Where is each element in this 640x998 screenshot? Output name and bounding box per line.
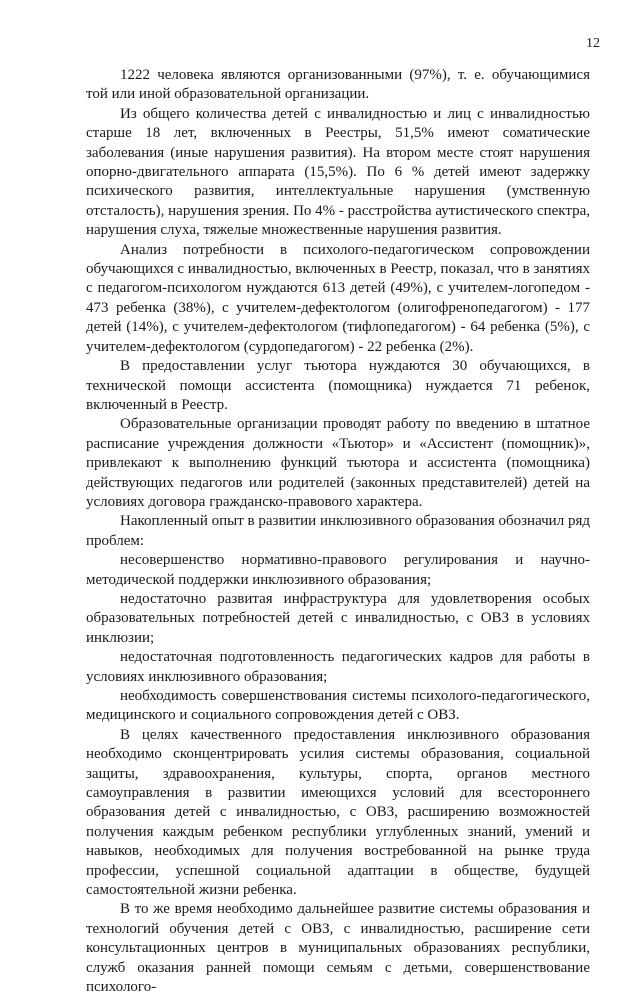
paragraph-tutor-services: В предоставлении услуг тьютора нуждаются 30 обучающихся, в технической помощи ассистента (помощника) нуждается 71 ребенок, включенный в Реестр. — [86, 358, 590, 413]
paragraph-staffing: Образовательные организации проводят работу по введению в штатное расписание учреждения должности «Тьютор» и «Ассистент (помощник)», привлекают к выполнению функций тьютора и ассистента (помощника) действующих педагогов или родителей (законных представителей) детей на условиях договора гражданско-правового характера. — [86, 416, 590, 510]
problem-item-staff-training: недостаточная подготовленность педагогических кадров для работы в условиях инклюзивного образования; — [86, 649, 590, 685]
paragraph-problems-intro: Накопленный опыт в развитии инклюзивного образования обозначил ряд проблем: — [86, 513, 590, 549]
problem-item-support-system: необходимость совершенствования системы психолого-педагогического, медицинского и социального сопровождения детей с ОВЗ. — [86, 688, 590, 724]
paragraph-further-development: В то же время необходимо дальнейшее развитие системы образования и технологий обучения детей с ОВЗ, с инвалидностью, расширение сети консультационных центров в муниципальных образованиях республики, служб оказания ранней помощи семьям с детьми, совершенствование психолого- — [86, 901, 590, 996]
paragraph-goals: В целях качественного предоставления инклюзивного образования необходимо сконцентрировать усилия системы образования, социальной защиты, здравоохранения, культуры, спорта, органов местного самоуправления в развитии имеющихся условий для всестороннего образования детей с инвалидностью, с ОВЗ, расширению возможностей получения каждым ребенком республики углубленных знаний, умений и навыков, необходимых для получения востребованной на рынке труда профессии, успешной социальной адаптации в обществе, будущей самостоятельной жизни ребенка. — [86, 726, 590, 899]
paragraph-disability-statistics: Из общего количества детей с инвалидностью и лиц с инвалидностью старше 18 лет, включенных в Реестры, 51,5% имеют соматические заболевания (иные нарушения развития). На втором месте стоят нарушения опорно-двигательного аппарата (15,5%). По 6 % детей имеют задержку психического развития, интеллектуальные нарушения (умственную отсталость), нарушения зрения. По 4% - расстройства аутистического спектра, нарушения слуха, тяжелые множественные нарушения развития. — [86, 105, 590, 239]
body-text — [86, 66, 590, 998]
problem-item-regulation: несовершенство нормативно-правового регулирования и научно-методической поддержки инклюзивного образования; — [86, 552, 590, 588]
paragraph-support-needs: Анализ потребности в психолого-педагогическом сопровождении обучающихся с инвалидностью, включенных в Реестр, показал, что в занятиях с педагогом-психологом нуждаются 613 детей (49%), с учителем-логопедом - 473 ребенка (38%), с учителем-дефектологом (олигофренопедагогом) - 177 детей (14%), с учителем-дефектологом (тифлопедагогом) - 64 ребенка (5%), с учителем-дефектологом (сурдопедагогом) - 22 ребенка (2%). — [86, 241, 590, 355]
problem-item-infrastructure: недостаточно развитая инфраструктура для удовлетворения особых образовательных потребностей детей с инвалидностью, с ОВЗ в условиях инклюзии; — [86, 590, 590, 646]
paragraph-organized-children: 1222 человека являются организованными (97%), т. е. обучающимися той или иной образовательной организации. — [86, 67, 590, 103]
page-number: 12 — [586, 36, 600, 51]
